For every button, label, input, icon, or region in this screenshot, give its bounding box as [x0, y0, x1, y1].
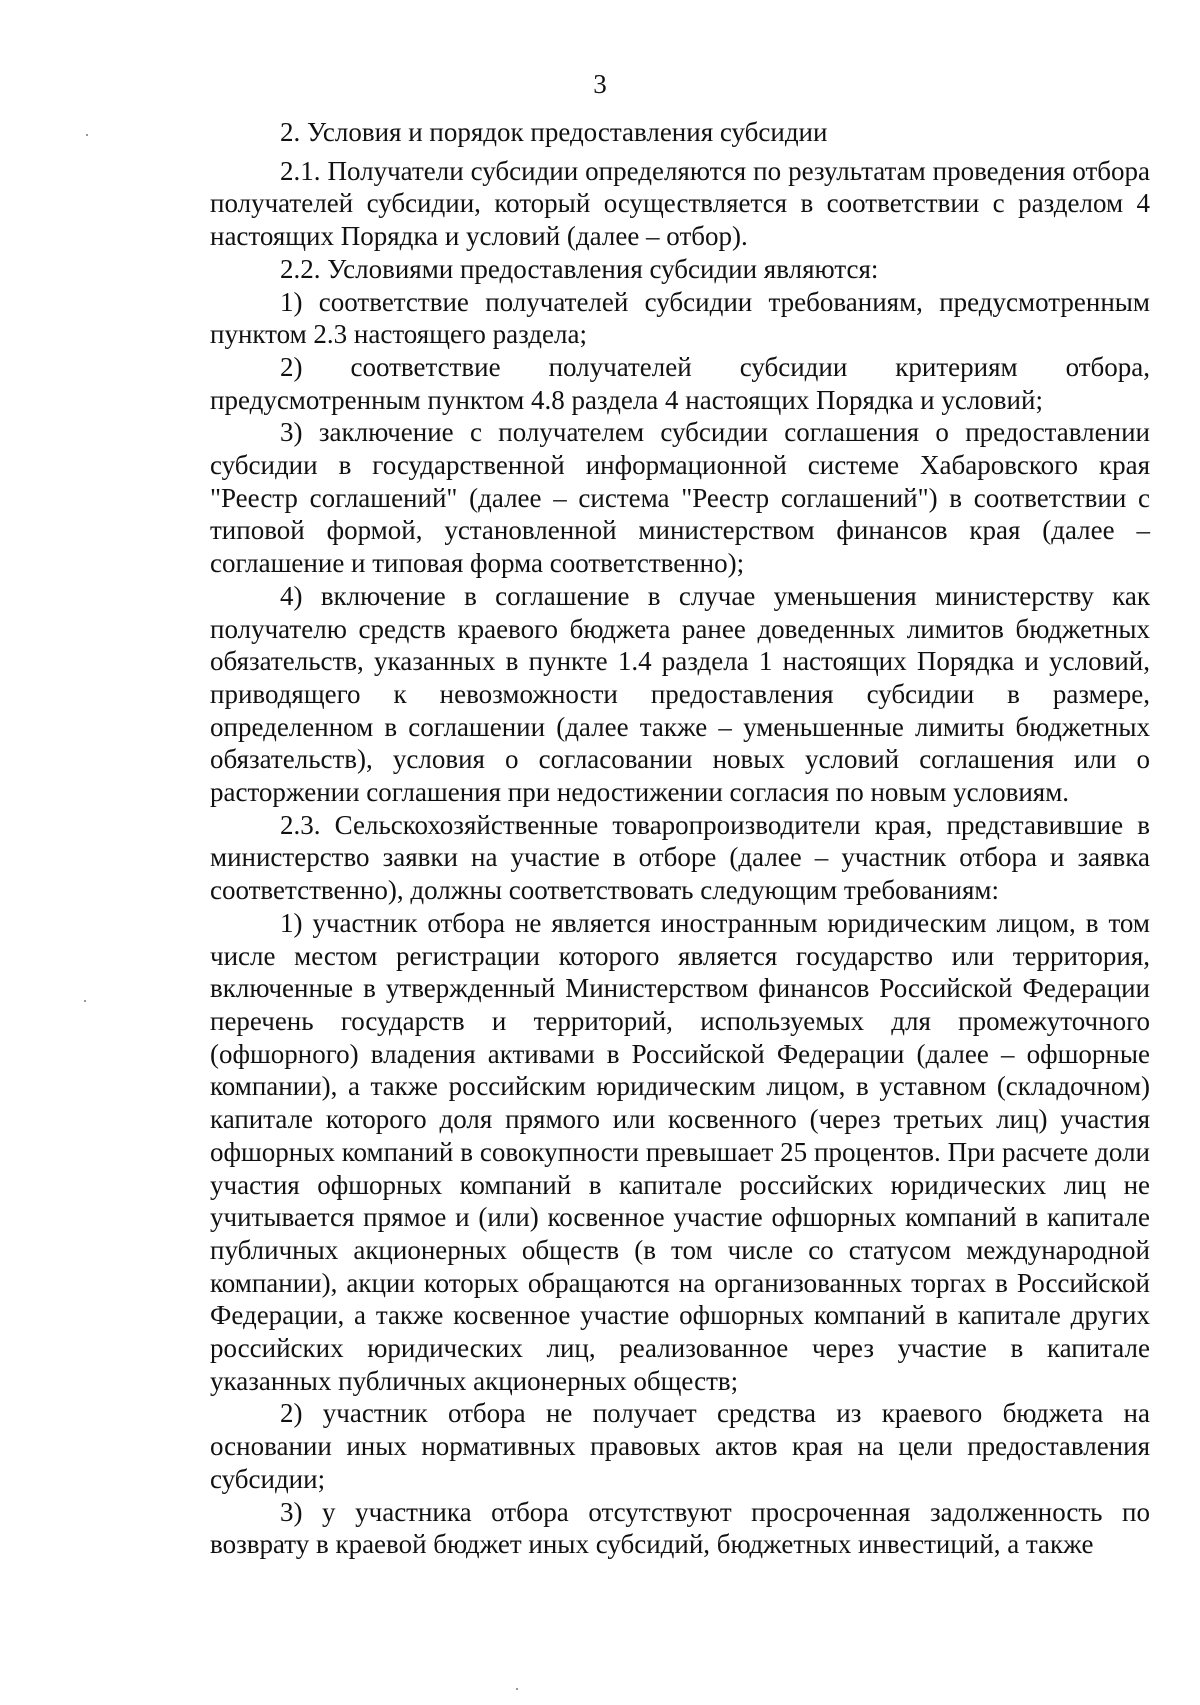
scan-speck [86, 134, 88, 136]
paragraph-2-3-item-3: 3) у участника отбора отсутствуют просроченная задолженность по возврату в краевой бюджет иных субсидий, бюджетных инвестиций, а также [210, 1496, 1150, 1560]
paragraph-2-3-item-2: 2) участник отбора не получает средства из краевого бюджета на основании иных нормативных правовых актов края на цели предоставления субсидии; [210, 1398, 1150, 1494]
paragraph-2-2-item-3: 3) заключение с получателем субсидии соглашения о предоставлении субсидии в государственной информационной системе Хабаровского края "Реестр соглашений" (далее – система "Реестр соглашений") в соответствии с типовой формой, установленной министерством финансов края (далее – соглашение и типовая форма соответственно); [210, 417, 1150, 579]
paragraph-2-3-item-1: 1) участник отбора не является иностранным юридическим лицом, в том числе местом регистрации которого является государство или территория, включенные в утвержденный Министерством финансов Российской Федерации перечень государств и территорий, используемых для промежуточного (офшорного) владения активами в Российской Федерации (далее – офшорные компании), а также российским юридическим лицом, в уставном (складочном) капитале которого доля прямого или косвенного (через третьих лиц) участия офшорных компаний в совокупности превышает 25 процентов. При расчете доли участия офшорных компаний в капитале российских юридических лиц не учитывается прямое и (или) косвенное участие офшорных компаний в капитале публичных акционерных обществ (в том числе со статусом международной компании), акции которых обращаются на организованных торгах в Российской Федерации, а также косвенное участие офшорных компаний в капитале других российских юридических лиц, реализованное через участие в капитале указанных публичных акционерных обществ; [210, 907, 1150, 1396]
document-body [210, 116, 1150, 1561]
paragraph-2-3: 2.3. Сельскохозяйственные товаропроизводители края, представившие в министерство заявки на участие в отборе (далее – участник отбора и заявка соответственно), должны соответствовать следующим требованиям: [210, 809, 1150, 906]
paragraph-2-2-item-1: 1) соответствие получателей субсидии требованиям, предусмотренным пунктом 2.3 настоящего раздела; [210, 286, 1150, 350]
paragraph-2-2-item-4: 4) включение в соглашение в случае уменьшения министерству как получателю средств краевого бюджета ранее доведенных лимитов бюджетных обязательств, указанных в пункте 1.4 раздела 1 настоящих Порядка и условий, приводящего к невозможности предоставления субсидии в размере, определенном в соглашении (далее также – уменьшенные лимиты бюджетных обязательств), условия о согласовании новых условий соглашения или о расторжении соглашения при недостижении согласия по новым условиям. [210, 580, 1150, 808]
paragraph-2-1: 2.1. Получатели субсидии определяются по результатам проведения отбора получателей субсидии, который осуществляется в соответствии с разделом 4 настоящих Порядка и условий (далее – отбор). [210, 155, 1150, 252]
page-number: 3 [593, 69, 607, 99]
section-heading: 2. Условия и порядок предоставления субсидии [280, 117, 828, 147]
paragraph-2-2: 2.2. Условиями предоставления субсидии являются: [280, 253, 879, 284]
scan-speck [84, 1000, 86, 1002]
scan-speck [516, 1688, 518, 1690]
paragraph-2-2-item-2: 2) соответствие получателей субсидии критериям отбора, предусмотренным пунктом 4.8 раздела 4 настоящих Порядка и условий; [210, 351, 1150, 415]
